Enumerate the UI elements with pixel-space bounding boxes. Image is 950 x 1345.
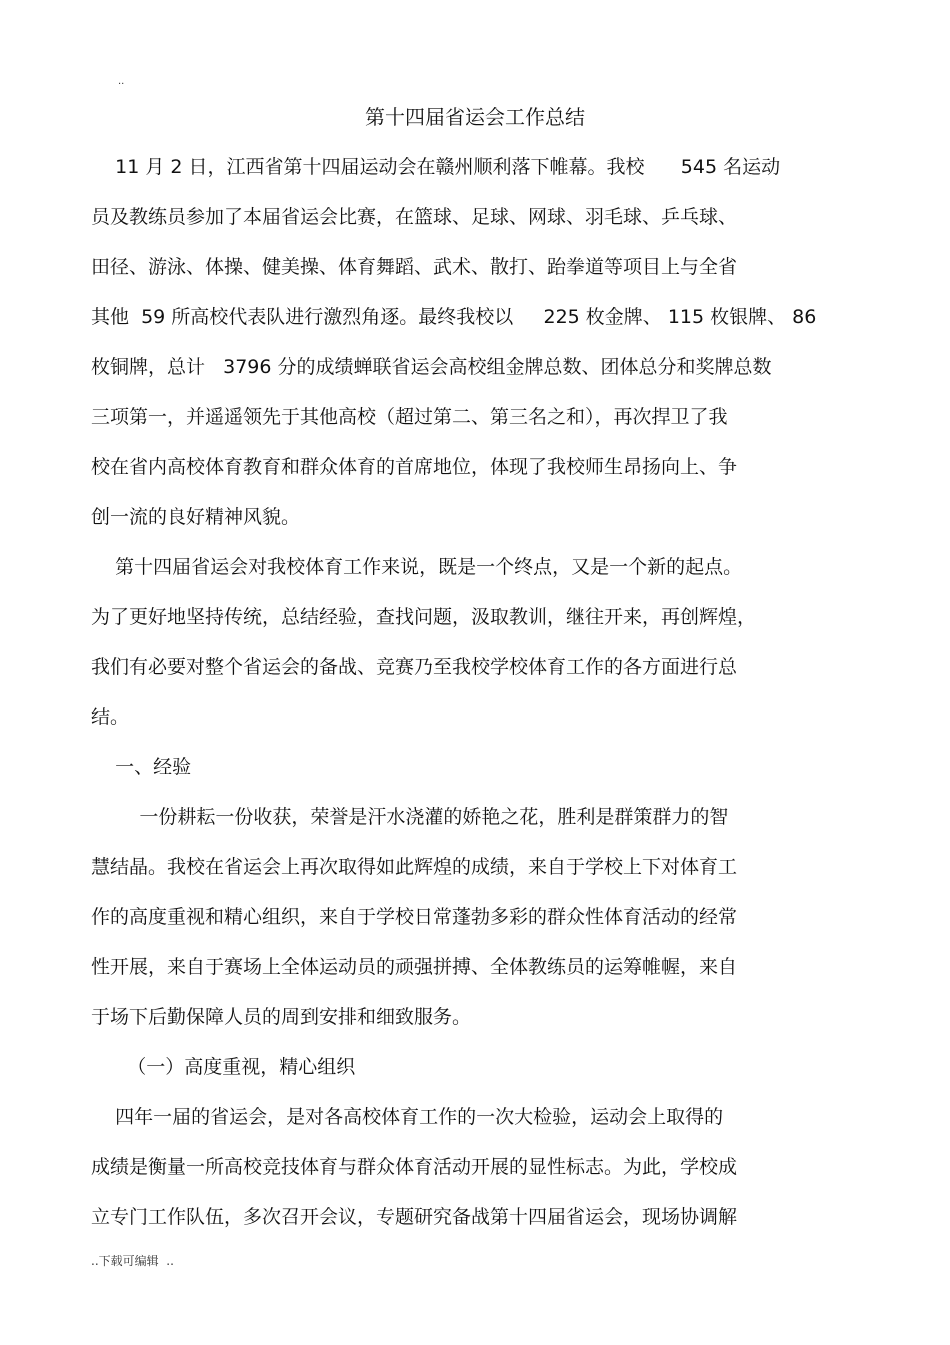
body-line: 为了更好地坚持传统，总结经验，查找问题，汲取教训，继往开来，再创辉煌，	[91, 606, 757, 628]
header-mark: ..	[118, 76, 125, 87]
body-line: 性开展，来自于赛场上全体运动员的顽强拼搏、全体教练员的运筹帷幄，来自	[91, 956, 738, 978]
section-heading: 一、经验	[91, 756, 192, 778]
body-line: 其他 59 所高校代表队进行激烈角逐。最终我校以 225 枚金牌、 115 枚银牌、 86	[91, 306, 817, 328]
body-line: 结。	[91, 706, 130, 728]
body-line: 四年一届的省运会，是对各高校体育工作的一次大检验，运动会上取得的	[91, 1106, 724, 1128]
body-line: 成绩是衡量一所高校竞技体育与群众体育活动开展的显性标志。为此，学校成	[91, 1156, 738, 1178]
body-line: 我们有必要对整个省运会的备战、竞赛乃至我校学校体育工作的各方面进行总	[91, 656, 738, 678]
body-line: 于场下后勤保障人员的周到安排和细致服务。	[91, 1006, 472, 1028]
body-line: 第十四届省运会对我校体育工作来说，既是一个终点，又是一个新的起点。	[91, 556, 743, 578]
body-line: 作的高度重视和精心组织，来自于学校日常蓬勃多彩的群众性体育活动的经常	[91, 906, 738, 928]
document-title: 第十四届省运会工作总结	[365, 105, 585, 129]
body-line: 一份耕耘一份收获，荣誉是汗水浇灌的娇艳之花，胜利是群策群力的智	[91, 806, 729, 828]
body-line: 创一流的良好精神风貌。	[91, 506, 301, 528]
body-line: 员及教练员参加了本届省运会比赛，在篮球、足球、网球、羽毛球、乒乓球、	[91, 206, 738, 228]
body-line: 三项第一，并遥遥领先于其他高校（超过第二、第三名之和），再次捍卫了我	[91, 406, 728, 428]
footer-note: ..下载可编辑 ..	[91, 1254, 174, 1268]
body-line: 田径、游泳、体操、健美操、体育舞蹈、武术、散打、跆拳道等项目上与全省	[91, 256, 738, 278]
subsection-heading: （一）高度重视，精心组织	[91, 1056, 356, 1078]
body-line: 慧结晶。我校在省运会上再次取得如此辉煌的成绩，来自于学校上下对体育工	[91, 856, 738, 878]
body-line: 枚铜牌，总计 3796 分的成绩蝉联省运会高校组金牌总数、团体总分和奖牌总数	[91, 356, 772, 378]
body-line: 11 月 2 日，江西省第十四届运动会在赣州顺利落下帷幕。我校 545 名运动	[91, 156, 781, 178]
body-line: 立专门工作队伍，多次召开会议，专题研究备战第十四届省运会，现场协调解	[91, 1206, 738, 1228]
body-line: 校在省内高校体育教育和群众体育的首席地位，体现了我校师生昂扬向上、争	[91, 456, 738, 478]
